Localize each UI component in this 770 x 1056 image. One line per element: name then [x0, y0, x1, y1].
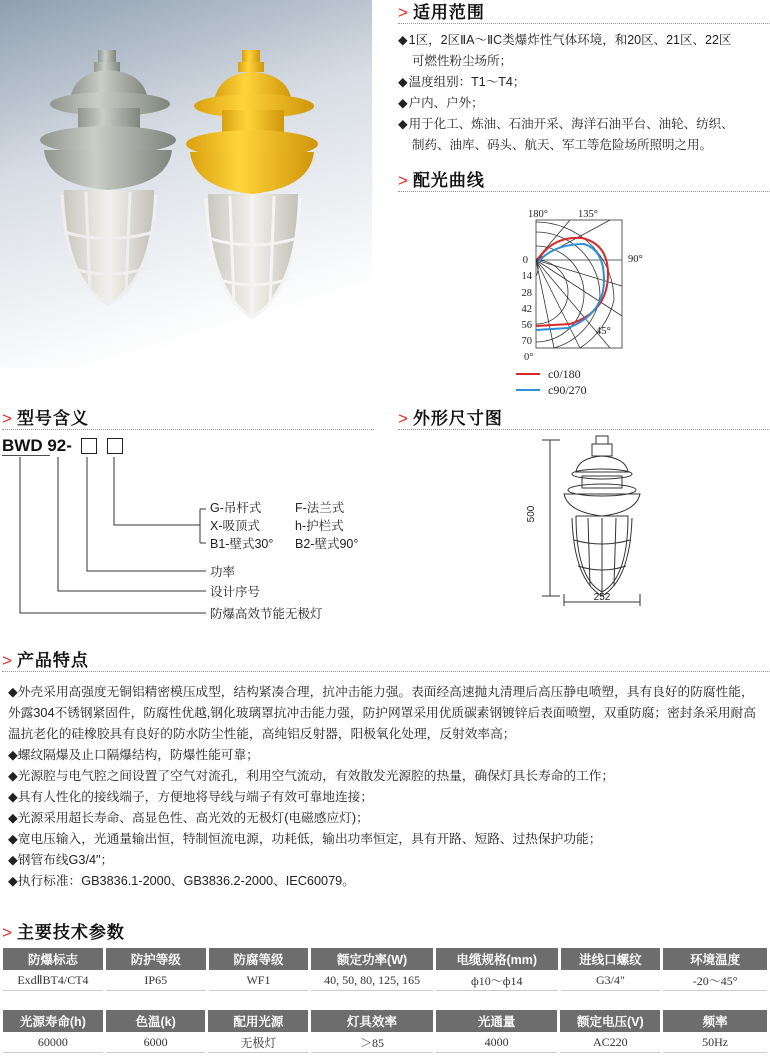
- list-item: ◆1区，2区ⅡA～ⅡC类爆炸性气体环境，和20区、21区、22区: [398, 33, 732, 47]
- list-item: ◆外壳采用高强度无铜铝精密模压成型，结构紧凑合理，抗冲击能力强。表面经高速抛丸清理后高压静电喷塑，具有良好的防腐性能，外露304不锈钢紧固件，防腐性优越,钢化玻璃罩抗冲击能力强，防护网罩采用优质碳素钢镀锌后表面喷塑，双重防腐；密封条采用耐高温抗老化的硅橡胶具有良好的防水防尘性能，高纯铝反射器，阳极氧化处理，反射效率高；: [8, 685, 756, 741]
- curve-c90-270: [536, 244, 604, 330]
- legend-label-c0: c0/180: [548, 367, 581, 381]
- section-title-model: > 型号含义: [2, 409, 89, 428]
- column-header: 防护等级: [106, 948, 206, 970]
- features-list: [8, 682, 766, 892]
- column-header: 电缆规格(mm): [436, 948, 558, 970]
- table-cell: -20～45°: [663, 970, 767, 991]
- radial-label: 70: [521, 336, 532, 347]
- option-label: G-吊杆式: [210, 501, 262, 515]
- section-title-curve: > 配光曲线: [398, 171, 485, 190]
- scope-list: [398, 30, 770, 156]
- table-cell: 60000: [3, 1032, 103, 1053]
- section-title-features: > 产品特点: [2, 651, 89, 670]
- table-cell: 无极灯: [208, 1032, 308, 1053]
- table-cell: 40, 50, 80, 125, 165: [311, 970, 433, 991]
- radial-label: 28: [521, 288, 532, 299]
- list-item: ◆户内、户外；: [398, 96, 484, 110]
- option-label: F-法兰式: [295, 501, 345, 515]
- dimension-height: 500: [526, 505, 537, 523]
- radial-label: 56: [521, 320, 532, 331]
- product-photo: [0, 0, 372, 368]
- table-cell: AC220: [560, 1032, 660, 1053]
- spec-table-2: [0, 1010, 770, 1053]
- spec-table-1: [0, 948, 770, 991]
- list-item: ◆宽电压输入，光通量输出恒，特制恒流电源，功耗低，输出功率恒定，具有开路、短路、过热保护功能；: [8, 832, 602, 846]
- list-item: ◆光源采用超长寿命、高显色性、高光效的无极灯(电磁感应灯)；: [8, 811, 369, 825]
- table-cell: ＞85: [311, 1032, 433, 1053]
- radial-label: 0: [522, 255, 528, 266]
- table-cell: 4000: [436, 1032, 558, 1053]
- label-design-serial: 设计序号: [210, 585, 261, 599]
- list-item: 可燃性粉尘场所；: [412, 54, 513, 68]
- column-header: 色温(k): [106, 1010, 206, 1032]
- radial-label: 0°: [524, 352, 534, 363]
- dimension-width: 252: [593, 592, 611, 603]
- table-cell: WF1: [209, 970, 309, 991]
- model-code-box: [81, 438, 97, 454]
- column-header: 光源寿命(h): [3, 1010, 103, 1032]
- table-cell: 50Hz: [663, 1032, 767, 1053]
- light-distribution-curve: [510, 204, 660, 400]
- angle-label-90: 90°: [628, 254, 643, 265]
- option-label: X-吸顶式: [210, 519, 261, 533]
- list-item: ◆用于化工、炼油、石油开采、海洋石油平台、油轮、纺织、: [398, 117, 734, 131]
- option-label: B1-壁式30°: [210, 537, 274, 551]
- table-row: [3, 1032, 767, 1053]
- option-label: h-护栏式: [295, 519, 344, 533]
- list-item: ◆具有人性化的接线端子，方便地将导线与端子有效可靠地连接；: [8, 790, 374, 804]
- column-header: 配用光源: [208, 1010, 308, 1032]
- list-item: ◆执行标准：GB3836.1-2000、GB3836.2-2000、IEC60079。: [8, 874, 355, 888]
- column-header: 灯具效率: [311, 1010, 433, 1032]
- column-header: 频率: [663, 1010, 767, 1032]
- column-header: 光通量: [436, 1010, 558, 1032]
- angle-label-135: 135°: [578, 209, 598, 220]
- divider: [2, 429, 374, 430]
- list-item: 制药、油库、码头、航天、军工等危险场所照明之用。: [412, 138, 713, 152]
- dimension-drawing: [520, 430, 670, 610]
- radial-label: 42: [521, 304, 532, 315]
- column-header: 环境温度: [663, 948, 767, 970]
- model-code-box: [107, 438, 123, 454]
- column-header: 防腐等级: [209, 948, 309, 970]
- section-title-dims: > 外形尺寸图: [398, 409, 503, 428]
- section-title-scope: > 适用范围: [398, 3, 485, 22]
- list-item: ◆温度组别：T1～T4；: [398, 75, 526, 89]
- divider: [2, 671, 770, 672]
- angle-label-45: 45°: [596, 326, 611, 337]
- label-product-name: 防爆高效节能无极灯: [210, 607, 323, 621]
- section-title-specs: > 主要技术参数: [2, 923, 125, 942]
- divider: [398, 191, 770, 192]
- table-row: [3, 970, 767, 991]
- table-cell: G3/4": [561, 970, 661, 991]
- table-cell: ExdⅡBT4/CT4: [3, 970, 103, 991]
- option-label: B2-壁式90°: [295, 537, 359, 551]
- divider: [398, 23, 770, 24]
- table-cell: 6000: [106, 1032, 206, 1053]
- column-header: 进线口螺纹: [561, 948, 661, 970]
- model-code-leader-lines: [0, 455, 210, 625]
- list-item: ◆钢管布线G3/4"；: [8, 853, 114, 867]
- column-header: 防爆标志: [3, 948, 103, 970]
- table-header-row: [3, 1010, 767, 1032]
- table-header-row: [3, 948, 767, 970]
- legend-label-c90: c90/270: [548, 383, 587, 397]
- model-code: BWD 92-: [2, 436, 72, 455]
- radial-label: 14: [521, 271, 532, 282]
- table-cell: ф10～ф14: [436, 970, 558, 991]
- mount-options: [210, 499, 358, 553]
- angle-label-180: 180°: [528, 209, 548, 220]
- list-item: ◆光源腔与电气腔之间设置了空气对流孔，利用空气流动，有效散发光源腔的热量，确保灯具长寿命的工作；: [8, 769, 615, 783]
- list-item: ◆螺纹隔爆及止口隔爆结构，防爆性能可靠；: [8, 748, 259, 762]
- column-header: 额定电压(V): [560, 1010, 660, 1032]
- column-header: 额定功率(W): [311, 948, 433, 970]
- table-cell: IP65: [106, 970, 206, 991]
- label-power: 功率: [210, 565, 236, 579]
